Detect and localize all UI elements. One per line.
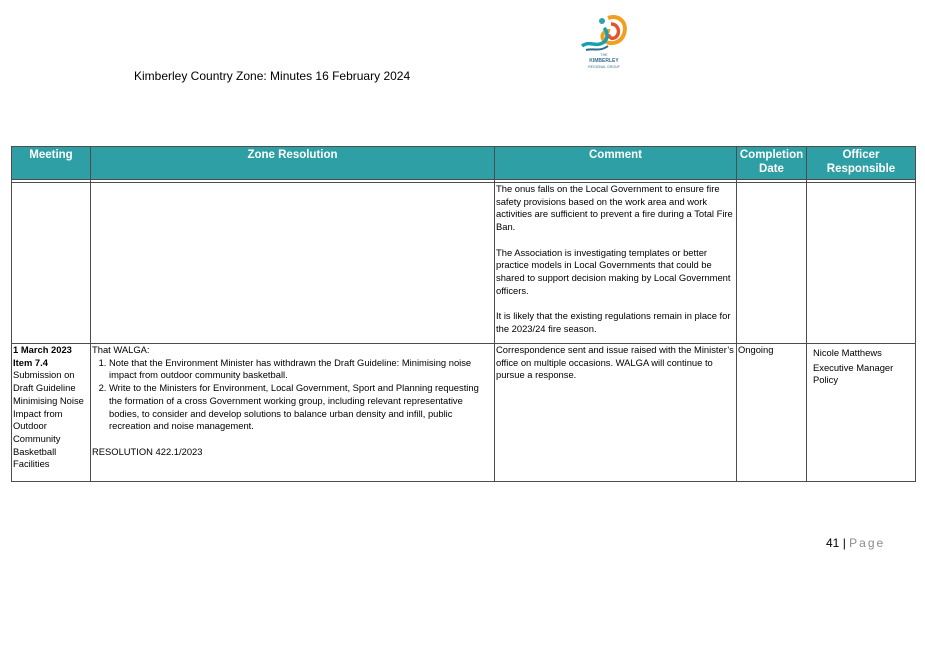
resolution-list — [92, 357, 493, 433]
resolution-cell — [91, 344, 495, 482]
table-header-row — [12, 147, 916, 180]
minutes-table — [11, 146, 916, 482]
completion-date-cell — [737, 183, 807, 344]
resolution-cell — [91, 183, 495, 344]
kimberley-regional-group-logo — [578, 12, 630, 70]
meeting-description: Submission on Draft Guideline Minimising Noise Impact from Outdoor Community Basketball Facilities — [13, 369, 84, 470]
meeting-cell — [12, 344, 91, 482]
column-header-comment: Comment — [495, 147, 737, 180]
column-header-officer-responsible: Officer Responsible — [807, 147, 916, 180]
comment-paragraph: The Association is investigating templates or better practice models in Local Governments that could be shared to support decision making by Local Government officers. — [496, 246, 731, 296]
resolution-item: 1. Note that the Environment Minister has withdrawn the Draft Guideline: Minimising noise impact from outdoor community basketball. — [109, 357, 493, 382]
table-row — [12, 183, 916, 344]
comment-text: Correspondence sent and issue raised with the Minister’s office on multiple occasions. WALGA will continue to pursue a response. — [496, 344, 734, 381]
comment-cell — [495, 344, 737, 482]
logo-line-the: THE — [600, 53, 608, 57]
page-footer — [826, 536, 885, 550]
comment-cell — [495, 183, 737, 344]
document-title: Kimberley Country Zone: Minutes 16 February 2024 — [134, 69, 411, 83]
column-header-meeting: Meeting — [12, 147, 91, 180]
logo-swirl-icon — [578, 12, 630, 54]
completion-date-cell — [737, 344, 807, 482]
completion-status: Ongoing — [738, 344, 774, 355]
officer-name: Nicole Matthews — [813, 347, 882, 358]
table-row — [12, 344, 916, 482]
meeting-item-number: Item 7.4 — [13, 356, 48, 368]
logo-line-kimberley: KIMBERLEY — [589, 58, 619, 64]
officer-cell — [807, 344, 916, 482]
column-header-completion-date: Completion Date — [737, 147, 807, 180]
officer-role: Executive Manager Policy — [813, 361, 894, 386]
meeting-date: 1 March 2023 — [13, 344, 72, 355]
page-number: 41 — [826, 536, 840, 550]
page-separator: | — [842, 536, 846, 550]
resolution-reference: RESOLUTION 422.1/2023 — [92, 445, 203, 457]
column-header-zone-resolution: Zone Resolution — [91, 147, 495, 180]
page-label: Page — [849, 536, 886, 550]
resolution-intro: That WALGA: — [92, 344, 150, 355]
meeting-cell — [12, 183, 91, 344]
comment-paragraph: It is likely that the existing regulations remain in place for the 2023/24 fire season. — [496, 310, 731, 334]
officer-cell — [807, 183, 916, 344]
comment-paragraph: The onus falls on the Local Government to ensure fire safety provisions based on the work area and work activities are sufficient to prevent a fire during a Total Fire Ban. — [496, 183, 733, 233]
resolution-item: 2. Write to the Ministers for Environment, Local Government, Sport and Planning requesting the formation of a cross Government working group, including relevant representative bodies, to consider and develop solutions to balance urban density and infill, public recreation and noise management. — [109, 382, 493, 433]
logo-line-regional-group: REGIONAL GROUP — [588, 65, 620, 69]
